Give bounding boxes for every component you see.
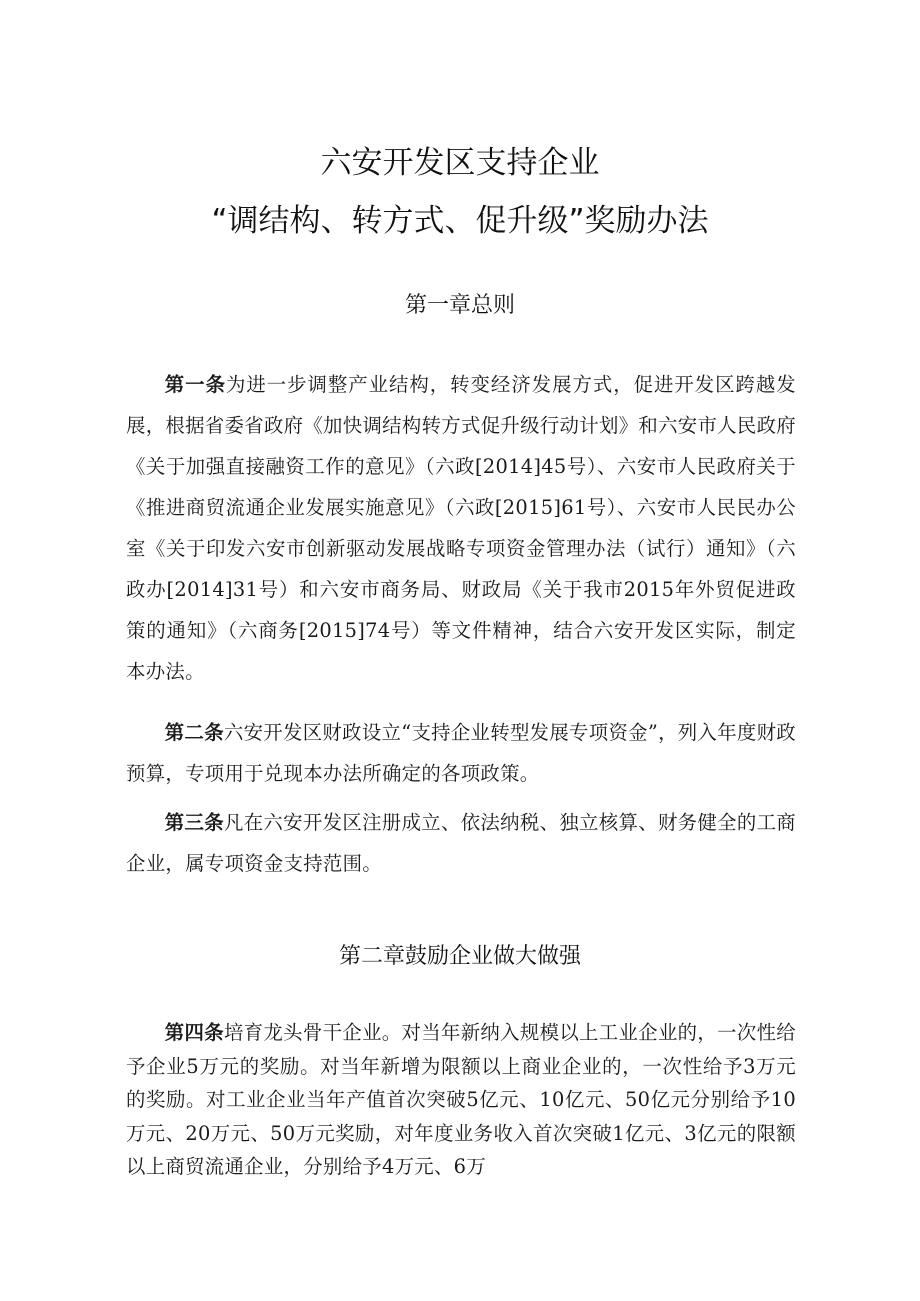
article-2-text: 六安开发区财政设立“支持企业转型发展专项资金”，列入年度财政预算，专项用于兑现本办法所确定的各项政策。 [126,721,796,785]
chapter-1-heading: 第一章总则 [404,293,515,318]
document-title-line-2: “调结构、转方式、促升级”奖励办法 [211,203,709,239]
article-2 [126,712,796,794]
article-4 [126,1016,796,1184]
article-3-lead: 第三条 [164,811,224,834]
document-title-line-1: 六安开发区支持企业 [320,145,600,181]
article-1 [126,364,796,692]
article-4-text: 培育龙头骨干企业。对当年新纳入规模以上工业企业的，一次性给予企业5万元的奖励。对当年新增为限额以上商业企业的，一次性给予3万元的奖励。对工业企业当年产值首次突破5亿元、10亿元、50亿元分别给予10万元、20万元、50万元奖励，对年度业务收入首次突破1亿元、3亿元的限额以上商贸流通企业，分别给予4万元、6万 [126,1021,796,1178]
article-1-lead: 第一条 [164,373,226,396]
chapter-2-heading: 第二章鼓励企业做大做强 [338,944,581,969]
article-3-text: 凡在六安开发区注册成立、依法纳税、独立核算、财务健全的工商企业，属专项资金支持范围。 [126,811,796,875]
article-2-lead: 第二条 [164,721,224,744]
article-3 [126,802,796,884]
article-1-text: 为进一步调整产业结构，转变经济发展方式，促进开发区跨越发展，根据省委省政府《加快调结构转方式促升级行动计划》和六安市人民政府《关于加强直接融资工作的意见》（六政[2014]45号）、六安市人民政府关于《推进商贸流通企业发展实施意见》（六政[2015]61号）、六安市人民民办公室《关于印发六安市创新驱动发展战略专项资金管理办法（试行）通知》（六政办[2014]31号）和六安市商务局、财政局《关于我市2015年外贸促进政策的通知》（六商务[2015]74号）等文件精神，结合六安开发区实际，制定本办法。 [126,373,796,683]
article-4-lead: 第四条 [164,1021,224,1044]
